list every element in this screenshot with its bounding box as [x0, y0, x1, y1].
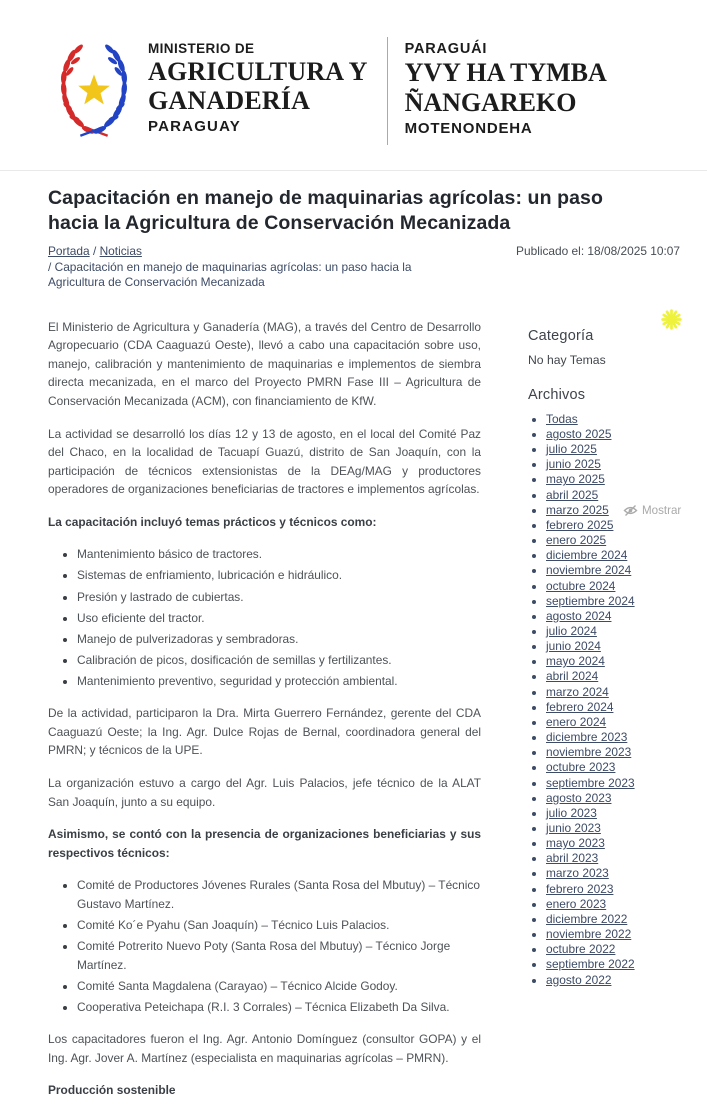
archive-item [546, 821, 680, 836]
archive-link[interactable]: junio 2023 [546, 821, 601, 835]
list-item: • Mantenimiento básico de tractores. [77, 545, 481, 564]
section-heading: La capacitación incluyó temas prácticos y técnicos como: [48, 514, 377, 529]
guarani-line4: MOTENONDEHA [404, 119, 533, 137]
archive-link[interactable]: junio 2025 [546, 457, 601, 472]
archive-link[interactable]: enero 2024 [546, 714, 607, 729]
archive-link[interactable]: diciembre 2022 [546, 911, 628, 926]
archive-item [546, 654, 680, 669]
archive-item [546, 745, 680, 760]
archive-item [546, 730, 680, 745]
ministry-line4: PARAGUAY [148, 118, 241, 136]
archive-link[interactable]: mayo 2023 [546, 836, 605, 851]
archive-link[interactable]: septiembre 2022 [546, 957, 635, 972]
archive-item [546, 700, 680, 715]
archive-item [546, 912, 680, 927]
list-item: • Comité Potrerito Nuevo Poty (Santa Rosa del Mbutuy) – Técnico Jorge Martínez. [77, 937, 481, 974]
archive-link[interactable]: noviembre 2024 [546, 563, 632, 578]
breadcrumb [48, 244, 468, 291]
archive-item [546, 609, 680, 624]
asterisk-icon [660, 308, 683, 331]
paragraph: Los capacitadores fueron el Ing. Agr. Antonio Domínguez (consultor GOPA) y el Ing. Agr. Jover A. Martínez (especialista en maquinarias agrícolas – PMRN). [48, 1032, 481, 1065]
archive-item [546, 412, 680, 427]
topics-list [48, 545, 481, 690]
archive-item [546, 639, 680, 654]
archive-item [546, 442, 680, 457]
header-divider [387, 37, 388, 145]
archive-link[interactable]: marzo 2024 [546, 684, 609, 699]
page-title: Capacitación en manejo de maquinarias agrícolas: un paso hacia la Agricultura de Conservación Mecanizada [48, 187, 604, 234]
paragraph: La organización estuvo a cargo del Agr. Luis Palacios, jefe técnico de la ALAT San Joaquín, junto a su equipo. [48, 776, 481, 809]
archive-item [546, 851, 680, 866]
archive-link[interactable]: abril 2025 [546, 487, 599, 502]
archive-link[interactable]: agosto 2022 [546, 972, 612, 987]
main-content [48, 186, 680, 1114]
category-heading: Categoría [528, 327, 594, 344]
archive-link[interactable]: enero 2025 [546, 533, 607, 548]
mag-logo [55, 35, 133, 141]
archive-link[interactable]: mayo 2024 [546, 654, 605, 669]
archive-link[interactable]: abril 2023 [546, 851, 599, 866]
guarani-line1: PARAGUÁI [404, 41, 488, 57]
list-item: • Comité de Productores Jóvenes Rurales (Santa Rosa del Mbutuy) – Técnico Gustavo Martínez. [77, 876, 481, 913]
archive-item [546, 548, 680, 563]
archives-heading: Archivos [528, 386, 586, 403]
archive-link[interactable]: julio 2023 [546, 805, 597, 820]
breadcrumb-current: / Capacitación en manejo de maquinarias agrícolas: un paso hacia la Agricultura de Conservación Mecanizada [48, 259, 412, 290]
archive-item [546, 624, 680, 639]
ministry-line3: GANADERÍA [148, 86, 311, 116]
eye-off-icon [623, 504, 638, 517]
archive-item [546, 457, 680, 472]
archive-link[interactable]: julio 2025 [546, 442, 597, 457]
paraguay-emblem-icon [55, 35, 133, 141]
mostrar-label: Mostrar [642, 504, 682, 517]
archive-link[interactable]: febrero 2025 [546, 517, 614, 532]
archive-item [546, 897, 680, 912]
archive-item [546, 927, 680, 942]
archive-link[interactable]: agosto 2024 [546, 608, 612, 623]
archive-item [546, 973, 680, 988]
archive-link[interactable]: julio 2024 [546, 623, 597, 638]
archive-item [546, 533, 680, 548]
article-body [48, 291, 481, 1114]
list-item: • Comité Ko´e Pyahu (San Joaquín) – Técnico Luis Palacios. [77, 916, 481, 935]
paragraph: De la actividad, participaron la Dra. Mirta Guerrero Fernández, gerente del CDA Caaguazú Oeste; la Ing. Agr. Dulce Rojas de Bernal, coordinadora general del PMRN; y técnicos de la UPE. [48, 706, 481, 758]
archive-item [546, 685, 680, 700]
archive-link[interactable]: octubre 2023 [546, 760, 616, 775]
archive-item [546, 942, 680, 957]
sidebar [528, 291, 680, 988]
archive-link[interactable]: septiembre 2024 [546, 593, 635, 608]
list-item: • Mantenimiento preventivo, seguridad y protección ambiental. [77, 672, 481, 691]
list-item: • Comité Santa Magdalena (Carayao) – Técnico Alcide Godoy. [77, 977, 481, 996]
archive-item [546, 760, 680, 775]
header-separator [0, 170, 707, 171]
breadcrumb-separator: / [92, 244, 97, 258]
archive-item [546, 472, 680, 487]
archive-link[interactable]: abril 2024 [546, 669, 599, 684]
archive-item [546, 882, 680, 897]
archive-link[interactable]: febrero 2023 [546, 881, 614, 896]
archive-item [546, 427, 680, 442]
archive-link[interactable]: enero 2023 [546, 896, 607, 911]
archive-link[interactable]: agosto 2023 [546, 790, 612, 805]
ministry-wordmark [148, 35, 368, 135]
archive-item [546, 488, 680, 503]
archive-item [546, 776, 680, 791]
list-item: • Presión y lastrado de cubiertas. [77, 588, 481, 607]
archive-link[interactable]: febrero 2024 [546, 699, 614, 714]
archive-link[interactable]: agosto 2025 [546, 426, 612, 441]
list-item: • Sistemas de enfriamiento, lubricación e hidráulico. [77, 566, 481, 585]
archive-item [546, 579, 680, 594]
archive-item [546, 866, 680, 881]
ministry-line1: MINISTERIO DE [148, 41, 255, 56]
site-header [55, 35, 607, 145]
accessibility-widget-button[interactable] [660, 308, 683, 331]
archive-link[interactable]: diciembre 2023 [546, 730, 628, 745]
archive-item [546, 669, 680, 684]
paragraph: El Ministerio de Agricultura y Ganadería (MAG), a través del Centro de Desarrollo Agropecuario (CDA Caaguazú Oeste), llevó a cabo una capacitación sobre uso, manejo, calibración y mantenimiento de maquinarias e implementos de siembra directa mecanizada, en el marco del Proyecto PMRN Fase III – Agricultura de Conservación Mecanizada (ACM), con financiamiento de KfW. [48, 319, 481, 409]
archive-item [546, 806, 680, 821]
breadcrumb-home-link[interactable]: Portada [48, 244, 90, 258]
list-item: • Cooperativa Peteichapa (R.I. 3 Corrales) – Técnica Elizabeth Da Silva. [77, 998, 481, 1017]
archive-link[interactable]: mayo 2025 [546, 472, 605, 487]
archive-item [546, 715, 680, 730]
breadcrumb-noticias-link[interactable]: Noticias [99, 244, 142, 258]
archive-link[interactable]: marzo 2025 [546, 502, 609, 517]
list-item: • Calibración de picos, dosificación de semillas y fertilizantes. [77, 651, 481, 670]
archive-item [546, 836, 680, 851]
organizations-list [48, 876, 481, 1016]
archive-item [546, 518, 680, 533]
archives-list [528, 412, 680, 988]
archive-link[interactable]: septiembre 2023 [546, 775, 635, 790]
list-item: • Manejo de pulverizadoras y sembradoras. [77, 630, 481, 649]
archive-link[interactable]: diciembre 2024 [546, 548, 628, 563]
archive-link[interactable]: junio 2024 [546, 639, 601, 654]
archive-link[interactable]: marzo 2023 [546, 866, 609, 881]
archive-link[interactable]: Todas [546, 411, 578, 426]
section-heading: Asimismo, se contó con la presencia de organizaciones beneficiarias y sus respectivos técnicos: [48, 827, 481, 860]
star-icon [78, 74, 110, 104]
article-meta [48, 244, 680, 291]
archive-link[interactable]: noviembre 2023 [546, 745, 632, 760]
archive-item [546, 957, 680, 972]
ministry-line2: AGRICULTURA Y [148, 57, 368, 87]
category-empty-text: No hay Temas [528, 352, 606, 367]
list-item: • Uso eficiente del tractor. [77, 609, 481, 628]
guarani-wordmark [405, 35, 607, 137]
archive-link[interactable]: octubre 2024 [546, 578, 616, 593]
published-date: Publicado el: 18/08/2025 10:07 [516, 244, 680, 258]
guarani-line3: ÑANGAREKO [404, 87, 577, 117]
paragraph: La actividad se desarrolló los días 12 y 13 de agosto, en el local del Comité Paz del Chaco, en la localidad de Tacuapí Guazú, distrito de San Joaquín, con la participación de técnicos extensionistas de la DEAg/MAG y productores operadores de organizaciones beneficiarias de tractores e implementos agrícolas. [48, 426, 481, 497]
section-heading: Producción sostenible [48, 1083, 176, 1098]
archive-item [546, 594, 680, 609]
archive-link[interactable]: octubre 2022 [546, 942, 616, 957]
archive-item [546, 563, 680, 578]
guarani-line2: YVY HA TYMBA [404, 58, 607, 88]
mostrar-toggle[interactable] [616, 503, 683, 518]
archive-item [546, 791, 680, 806]
archive-link[interactable]: noviembre 2022 [546, 927, 632, 942]
